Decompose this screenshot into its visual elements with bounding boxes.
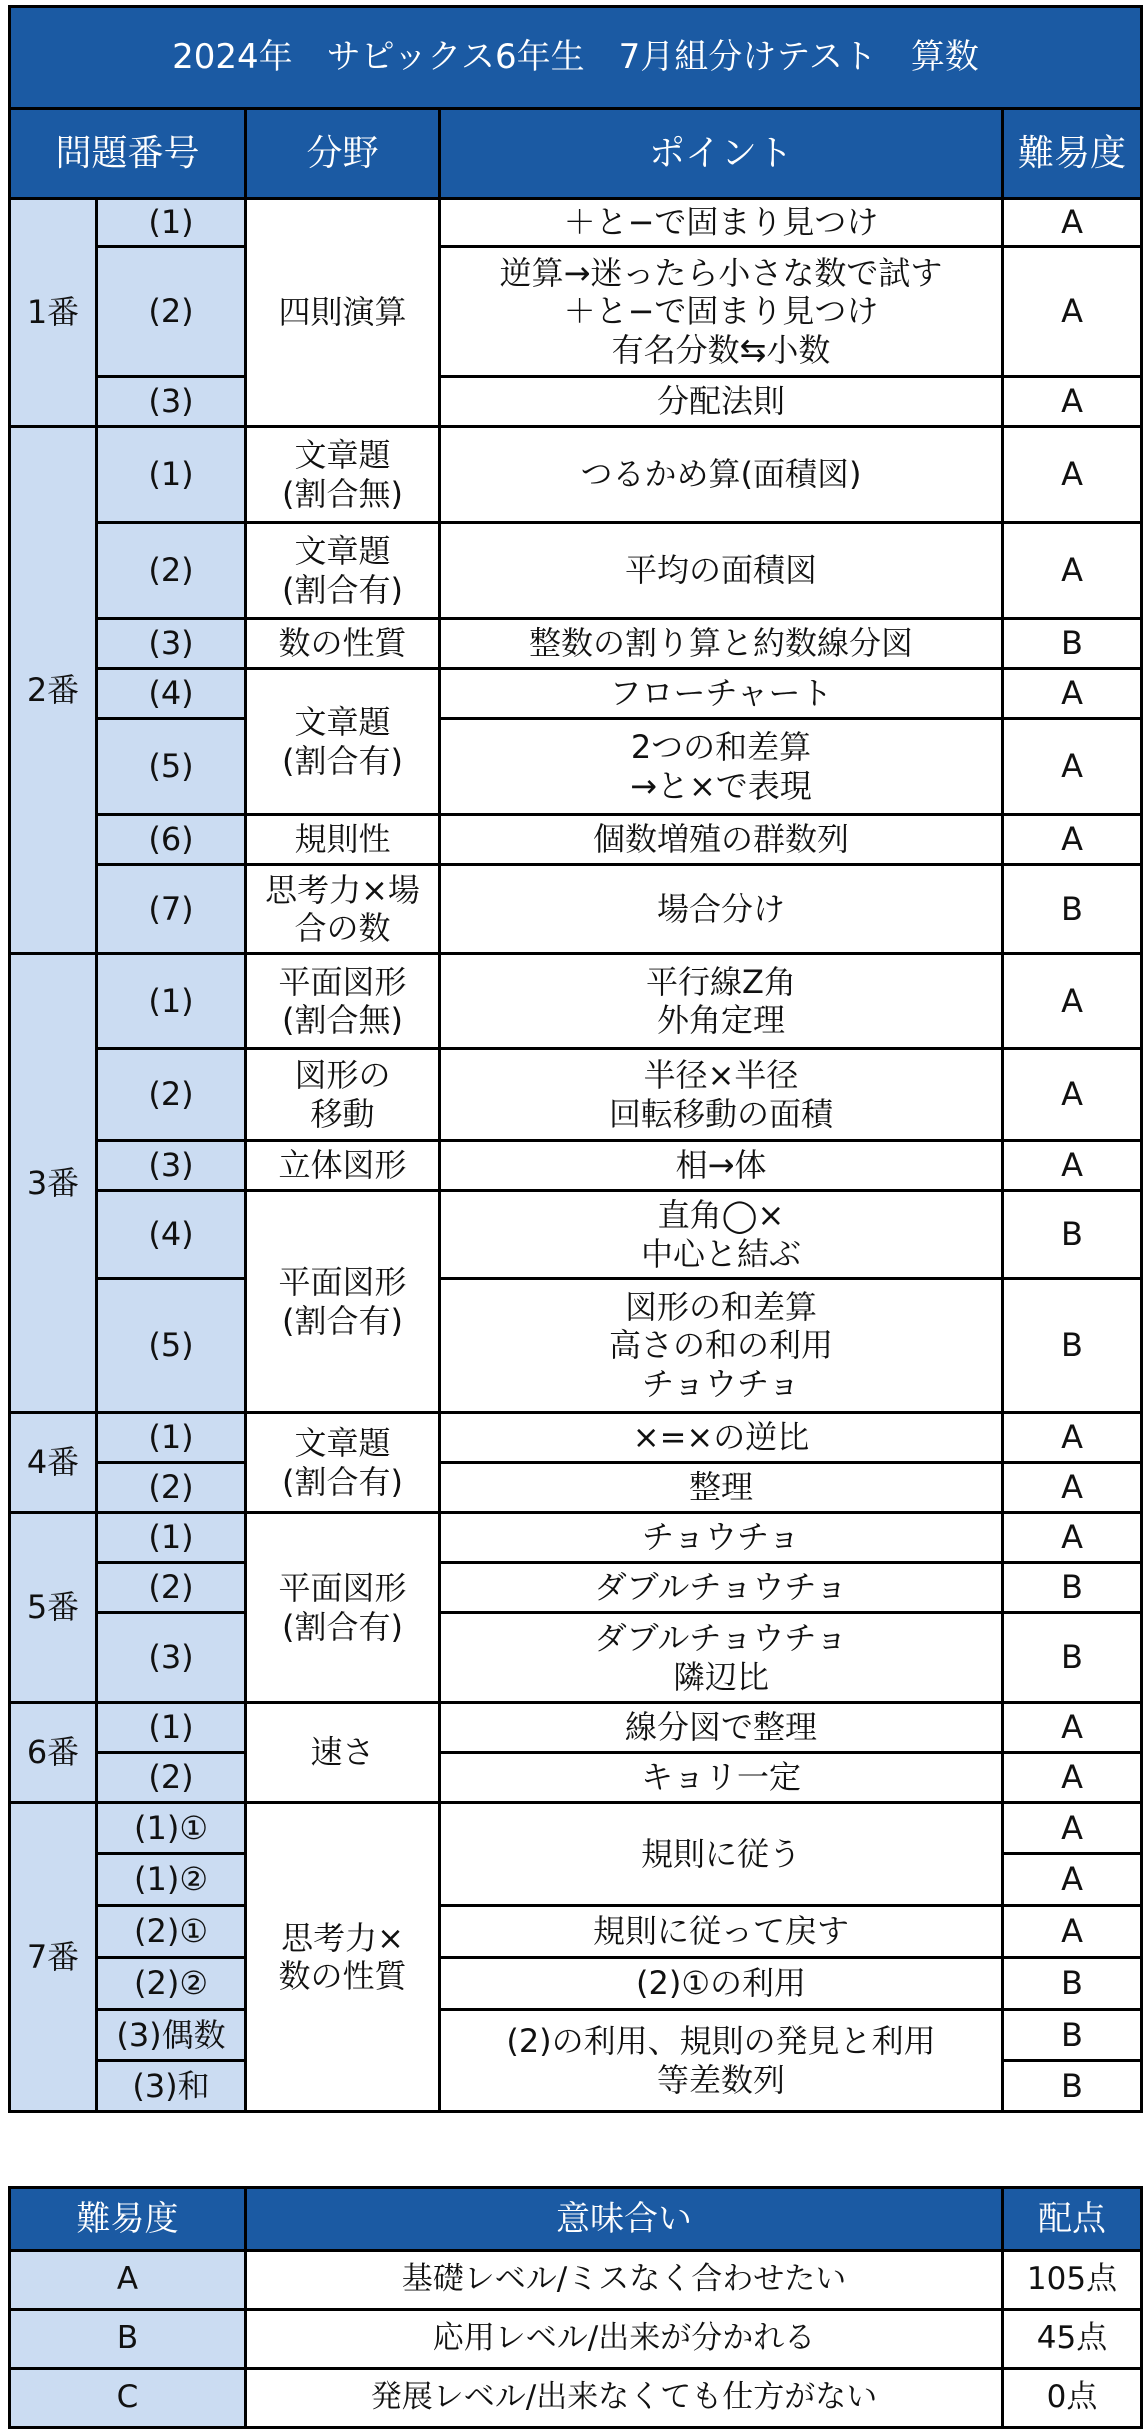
table-row bbox=[10, 1463, 1142, 1513]
difficulty-cell: B bbox=[1003, 2061, 1142, 2112]
table-row bbox=[10, 719, 1142, 815]
difficulty-legend-table bbox=[8, 2186, 1143, 2429]
table-row bbox=[10, 1279, 1142, 1413]
difficulty-cell: A bbox=[1003, 1906, 1142, 1958]
difficulty-cell: A bbox=[1003, 1703, 1142, 1753]
sub-problem-number: (1) bbox=[97, 1413, 246, 1463]
header-point: ポイント bbox=[440, 109, 1003, 199]
table-row bbox=[10, 1563, 1142, 1613]
sub-problem-number: (3) bbox=[97, 619, 246, 669]
field-cell: 図形の 移動 bbox=[246, 1049, 440, 1141]
point-cell: 個数増殖の群数列 bbox=[440, 815, 1003, 865]
field-cell: 文章題 (割合有) bbox=[246, 1413, 440, 1513]
point-cell: 規則に従って戻す bbox=[440, 1906, 1003, 1958]
point-cell: 相→体 bbox=[440, 1141, 1003, 1191]
point-cell: 場合分け bbox=[440, 865, 1003, 954]
table-row bbox=[10, 2010, 1142, 2061]
sub-problem-number: (2)② bbox=[97, 1958, 246, 2010]
difficulty-cell: A bbox=[1003, 669, 1142, 719]
section-label: 1番 bbox=[10, 199, 97, 427]
table-row bbox=[10, 523, 1142, 619]
field-cell: 文章題 (割合有) bbox=[246, 669, 440, 815]
difficulty-cell: A bbox=[1003, 1854, 1142, 1906]
table-row bbox=[10, 1906, 1142, 1958]
difficulty-cell: A bbox=[1003, 247, 1142, 377]
difficulty-cell: A bbox=[1003, 815, 1142, 865]
point-cell: 分配法則 bbox=[440, 377, 1003, 427]
sub-problem-number: (2) bbox=[97, 523, 246, 619]
sub-problem-number: (5) bbox=[97, 1279, 246, 1413]
difficulty-cell: A bbox=[1003, 1753, 1142, 1803]
field-cell: 立体図形 bbox=[246, 1141, 440, 1191]
difficulty-cell: B bbox=[1003, 1613, 1142, 1703]
difficulty-cell: A bbox=[1003, 1803, 1142, 1854]
sub-problem-number: (3) bbox=[97, 1141, 246, 1191]
legend-meaning: 応用レベル/出来が分かれる bbox=[246, 2310, 1003, 2369]
header-difficulty: 難易度 bbox=[1003, 109, 1142, 199]
section-label: 3番 bbox=[10, 954, 97, 1413]
table-header-row bbox=[10, 109, 1142, 199]
sub-problem-number: (5) bbox=[97, 719, 246, 815]
section-label: 4番 bbox=[10, 1413, 97, 1513]
table-row bbox=[10, 1703, 1142, 1753]
sub-problem-number: (2) bbox=[97, 1563, 246, 1613]
table-row bbox=[10, 247, 1142, 377]
difficulty-cell: A bbox=[1003, 377, 1142, 427]
sub-problem-number: (2) bbox=[97, 1753, 246, 1803]
point-cell: (2)①の利用 bbox=[440, 1958, 1003, 2010]
field-cell: 文章題 (割合無) bbox=[246, 427, 440, 523]
table-row bbox=[10, 1613, 1142, 1703]
legend-row bbox=[10, 2369, 1142, 2428]
table-row bbox=[10, 669, 1142, 719]
point-cell: つるかめ算(面積図) bbox=[440, 427, 1003, 523]
header-problem-number: 問題番号 bbox=[10, 109, 246, 199]
sub-problem-number: (2) bbox=[97, 1463, 246, 1513]
sub-problem-number: (4) bbox=[97, 1191, 246, 1279]
point-cell: (2)の利用、規則の発見と利用 等差数列 bbox=[440, 2010, 1003, 2112]
table-row bbox=[10, 815, 1142, 865]
section-label: 2番 bbox=[10, 427, 97, 954]
legend-row bbox=[10, 2310, 1142, 2369]
table-row bbox=[10, 1958, 1142, 2010]
point-cell: ダブルチョウチョ 隣辺比 bbox=[440, 1613, 1003, 1703]
legend-points: 0点 bbox=[1003, 2369, 1142, 2428]
difficulty-cell: A bbox=[1003, 954, 1142, 1049]
sub-problem-number: (1) bbox=[97, 1703, 246, 1753]
table-row bbox=[10, 1141, 1142, 1191]
point-cell: ×=×の逆比 bbox=[440, 1413, 1003, 1463]
point-cell: 図形の和差算 高さの和の利用 チョウチョ bbox=[440, 1279, 1003, 1413]
difficulty-cell: A bbox=[1003, 1049, 1142, 1141]
table-row bbox=[10, 427, 1142, 523]
point-cell: 平均の面積図 bbox=[440, 523, 1003, 619]
field-cell: 規則性 bbox=[246, 815, 440, 865]
legend-row bbox=[10, 2251, 1142, 2310]
section-label: 7番 bbox=[10, 1803, 97, 2112]
table-row bbox=[10, 1413, 1142, 1463]
point-cell: キョリ一定 bbox=[440, 1753, 1003, 1803]
difficulty-cell: B bbox=[1003, 1279, 1142, 1413]
legend-header-difficulty: 難易度 bbox=[10, 2188, 246, 2251]
section-label: 6番 bbox=[10, 1703, 97, 1803]
difficulty-cell: B bbox=[1003, 619, 1142, 669]
point-cell: 逆算→迷ったら小さな数で試す ＋と−で固まり見つけ 有名分数⇆小数 bbox=[440, 247, 1003, 377]
point-cell: フローチャート bbox=[440, 669, 1003, 719]
difficulty-cell: A bbox=[1003, 1463, 1142, 1513]
legend-level: A bbox=[10, 2251, 246, 2310]
legend-points: 45点 bbox=[1003, 2310, 1142, 2369]
difficulty-cell: B bbox=[1003, 1958, 1142, 2010]
table-row bbox=[10, 1049, 1142, 1141]
sub-problem-number: (4) bbox=[97, 669, 246, 719]
field-cell: 四則演算 bbox=[246, 199, 440, 427]
legend-points: 105点 bbox=[1003, 2251, 1142, 2310]
table-row bbox=[10, 1753, 1142, 1803]
table-row bbox=[10, 377, 1142, 427]
sub-problem-number: (6) bbox=[97, 815, 246, 865]
table-row bbox=[10, 1803, 1142, 1854]
sub-problem-number: (3)和 bbox=[97, 2061, 246, 2112]
difficulty-cell: A bbox=[1003, 1413, 1142, 1463]
header-field: 分野 bbox=[246, 109, 440, 199]
field-cell: 平面図形 (割合有) bbox=[246, 1191, 440, 1413]
point-cell: 直角◯× 中心と結ぶ bbox=[440, 1191, 1003, 1279]
field-cell: 速さ bbox=[246, 1703, 440, 1803]
sub-problem-number: (3) bbox=[97, 377, 246, 427]
page-title: 2024年 サピックス6年生 7月組分けテスト 算数 bbox=[10, 7, 1142, 109]
point-cell: 整理 bbox=[440, 1463, 1003, 1513]
legend-meaning: 発展レベル/出来なくても仕方がない bbox=[246, 2369, 1003, 2428]
difficulty-cell: A bbox=[1003, 719, 1142, 815]
sub-problem-number: (2) bbox=[97, 247, 246, 377]
difficulty-cell: A bbox=[1003, 427, 1142, 523]
sub-problem-number: (1) bbox=[97, 954, 246, 1049]
difficulty-cell: B bbox=[1003, 1191, 1142, 1279]
field-cell: 平面図形 (割合無) bbox=[246, 954, 440, 1049]
test-analysis-table bbox=[8, 5, 1143, 2113]
point-cell: ＋と−で固まり見つけ bbox=[440, 199, 1003, 247]
table-row bbox=[10, 1513, 1142, 1563]
table-row bbox=[10, 1191, 1142, 1279]
point-cell: 半径×半径 回転移動の面積 bbox=[440, 1049, 1003, 1141]
legend-header-points: 配点 bbox=[1003, 2188, 1142, 2251]
table-row bbox=[10, 199, 1142, 247]
point-cell: 規則に従う bbox=[440, 1803, 1003, 1906]
section-label: 5番 bbox=[10, 1513, 97, 1703]
table-row bbox=[10, 619, 1142, 669]
point-cell: 平行線Z角 外角定理 bbox=[440, 954, 1003, 1049]
sub-problem-number: (2)① bbox=[97, 1906, 246, 1958]
point-cell: チョウチョ bbox=[440, 1513, 1003, 1563]
field-cell: 文章題 (割合有) bbox=[246, 523, 440, 619]
difficulty-cell: A bbox=[1003, 1141, 1142, 1191]
field-cell: 思考力×場 合の数 bbox=[246, 865, 440, 954]
sub-problem-number: (2) bbox=[97, 1049, 246, 1141]
difficulty-cell: A bbox=[1003, 199, 1142, 247]
legend-header-meaning: 意味合い bbox=[246, 2188, 1003, 2251]
sub-problem-number: (1)② bbox=[97, 1854, 246, 1906]
sub-problem-number: (1) bbox=[97, 427, 246, 523]
point-cell: ダブルチョウチョ bbox=[440, 1563, 1003, 1613]
sub-problem-number: (1) bbox=[97, 199, 246, 247]
legend-meaning: 基礎レベル/ミスなく合わせたい bbox=[246, 2251, 1003, 2310]
legend-level: C bbox=[10, 2369, 246, 2428]
field-cell: 思考力× 数の性質 bbox=[246, 1803, 440, 2112]
table-row bbox=[10, 865, 1142, 954]
difficulty-cell: A bbox=[1003, 523, 1142, 619]
point-cell: 2つの和差算 →と×で表現 bbox=[440, 719, 1003, 815]
difficulty-cell: B bbox=[1003, 865, 1142, 954]
field-cell: 数の性質 bbox=[246, 619, 440, 669]
difficulty-cell: B bbox=[1003, 2010, 1142, 2061]
sub-problem-number: (1) bbox=[97, 1513, 246, 1563]
point-cell: 線分図で整理 bbox=[440, 1703, 1003, 1753]
point-cell: 整数の割り算と約数線分図 bbox=[440, 619, 1003, 669]
sub-problem-number: (7) bbox=[97, 865, 246, 954]
sub-problem-number: (3) bbox=[97, 1613, 246, 1703]
difficulty-cell: B bbox=[1003, 1563, 1142, 1613]
field-cell: 平面図形 (割合有) bbox=[246, 1513, 440, 1703]
legend-level: B bbox=[10, 2310, 246, 2369]
legend-header-row bbox=[10, 2188, 1142, 2251]
table-row bbox=[10, 954, 1142, 1049]
sub-problem-number: (1)① bbox=[97, 1803, 246, 1854]
difficulty-cell: A bbox=[1003, 1513, 1142, 1563]
sub-problem-number: (3)偶数 bbox=[97, 2010, 246, 2061]
